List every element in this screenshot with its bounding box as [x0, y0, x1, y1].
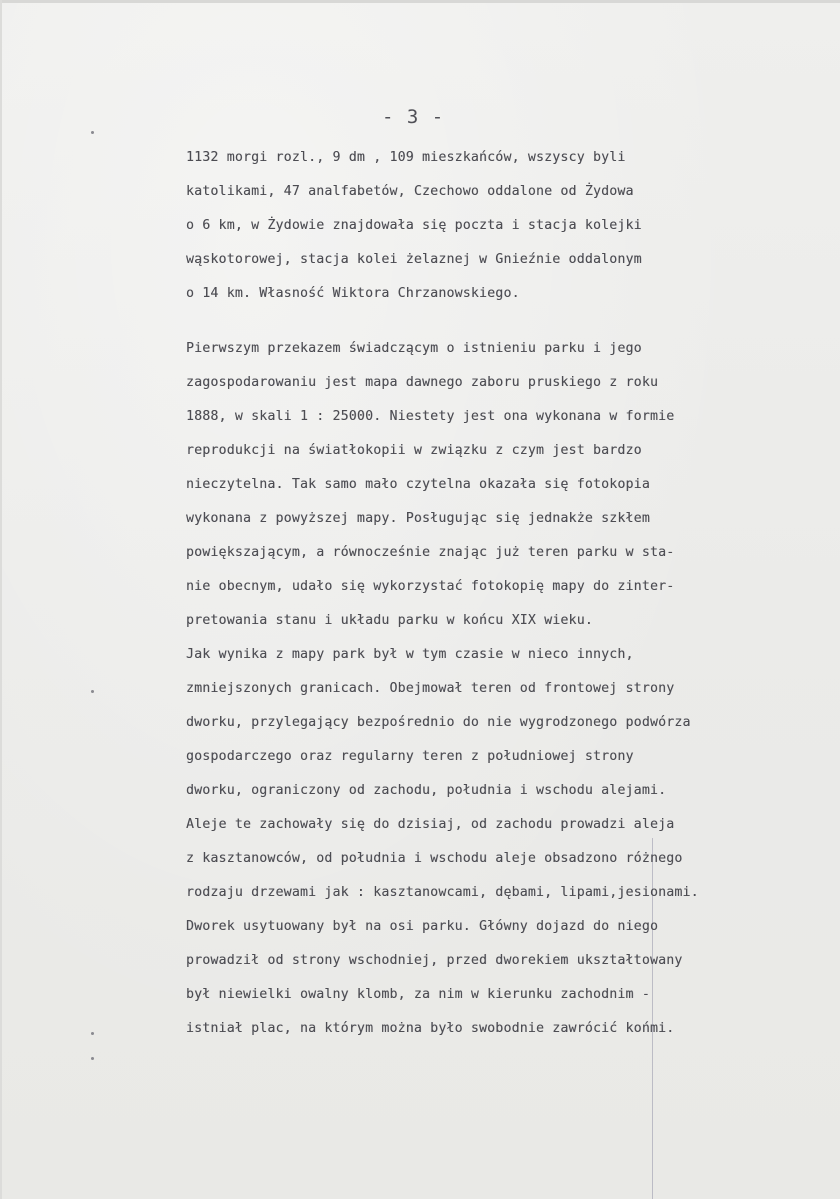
- text-line: gospodarczego oraz regularny teren z południowej strony: [186, 749, 634, 764]
- text-line: Aleje te zachowały się do dzisiaj, od zachodu prowadzi aleja: [186, 817, 675, 832]
- scan-speck: [91, 690, 94, 693]
- text-line: Pierwszym przekazem świadczącym o istnieniu parku i jego: [186, 341, 642, 356]
- text-line: nie obecnym, udało się wykorzystać fotokopię mapy do zinter-: [186, 579, 675, 594]
- scan-speck: [91, 1032, 94, 1035]
- text-line: rodzaju drzewami jak : kasztanowcami, dębami, lipami,jesionami.: [186, 885, 699, 900]
- scan-speck: [91, 131, 94, 134]
- text-line: prowadził od strony wschodniej, przed dworekiem ukształtowany: [186, 953, 683, 968]
- text-line: powiększającym, a równocześnie znając już teren parku w sta-: [186, 545, 675, 560]
- page-edge-top: [0, 0, 840, 3]
- text-line: dworku, ograniczony od zachodu, południa i wschodu alejami.: [186, 783, 667, 798]
- scan-speck: [91, 1057, 94, 1060]
- text-line: katolikami, 47 analfabetów, Czechowo oddalone od Żydowa: [186, 184, 634, 199]
- text-line: zmniejszonych granicach. Obejmował teren od frontowej strony: [186, 681, 675, 696]
- text-line: Dworek usytuowany był na osi parku. Główny dojazd do niego: [186, 919, 659, 934]
- text-line: nieczytelna. Tak samo mało czytelna okazała się fotokopia: [186, 477, 650, 492]
- text-line: wykonana z powyższej mapy. Posługując się jednakże szkłem: [186, 511, 650, 526]
- text-line: o 14 km. Własność Wiktora Chrzanowskiego.: [186, 286, 520, 301]
- text-line: istniał plac, na którym można było swobodnie zawrócić końmi.: [186, 1021, 675, 1036]
- text-line: wąskotorowej, stacja kolei żelaznej w Gnieźnie oddalonym: [186, 252, 642, 267]
- text-line: 1132 morgi rozl., 9 dm , 109 mieszkańców, wszyscy byli: [186, 150, 626, 165]
- text-line: dworku, przylegający bezpośrednio do nie wygrodzonego podwórza: [186, 715, 691, 730]
- text-line: pretowania stanu i układu parku w końcu XIX wieku.: [186, 613, 593, 628]
- text-line: reprodukcji na światłokopii w związku z czym jest bardzo: [186, 443, 642, 458]
- text-line: 1888, w skali 1 : 25000. Niestety jest ona wykonana w formie: [186, 409, 675, 424]
- page-edge-left: [0, 0, 2, 1199]
- text-line: był niewielki owalny klomb, za nim w kierunku zachodnim -: [186, 987, 650, 1002]
- text-line: o 6 km, w Żydowie znajdowała się poczta i stacja kolejki: [186, 218, 642, 233]
- text-line: Jak wynika z mapy park był w tym czasie w nieco innych,: [186, 647, 634, 662]
- page-number: - 3 -: [382, 106, 445, 128]
- text-line: zagospodarowaniu jest mapa dawnego zaboru pruskiego z roku: [186, 375, 659, 390]
- text-line: z kasztanowców, od południa i wschodu aleje obsadzono różnego: [186, 851, 683, 866]
